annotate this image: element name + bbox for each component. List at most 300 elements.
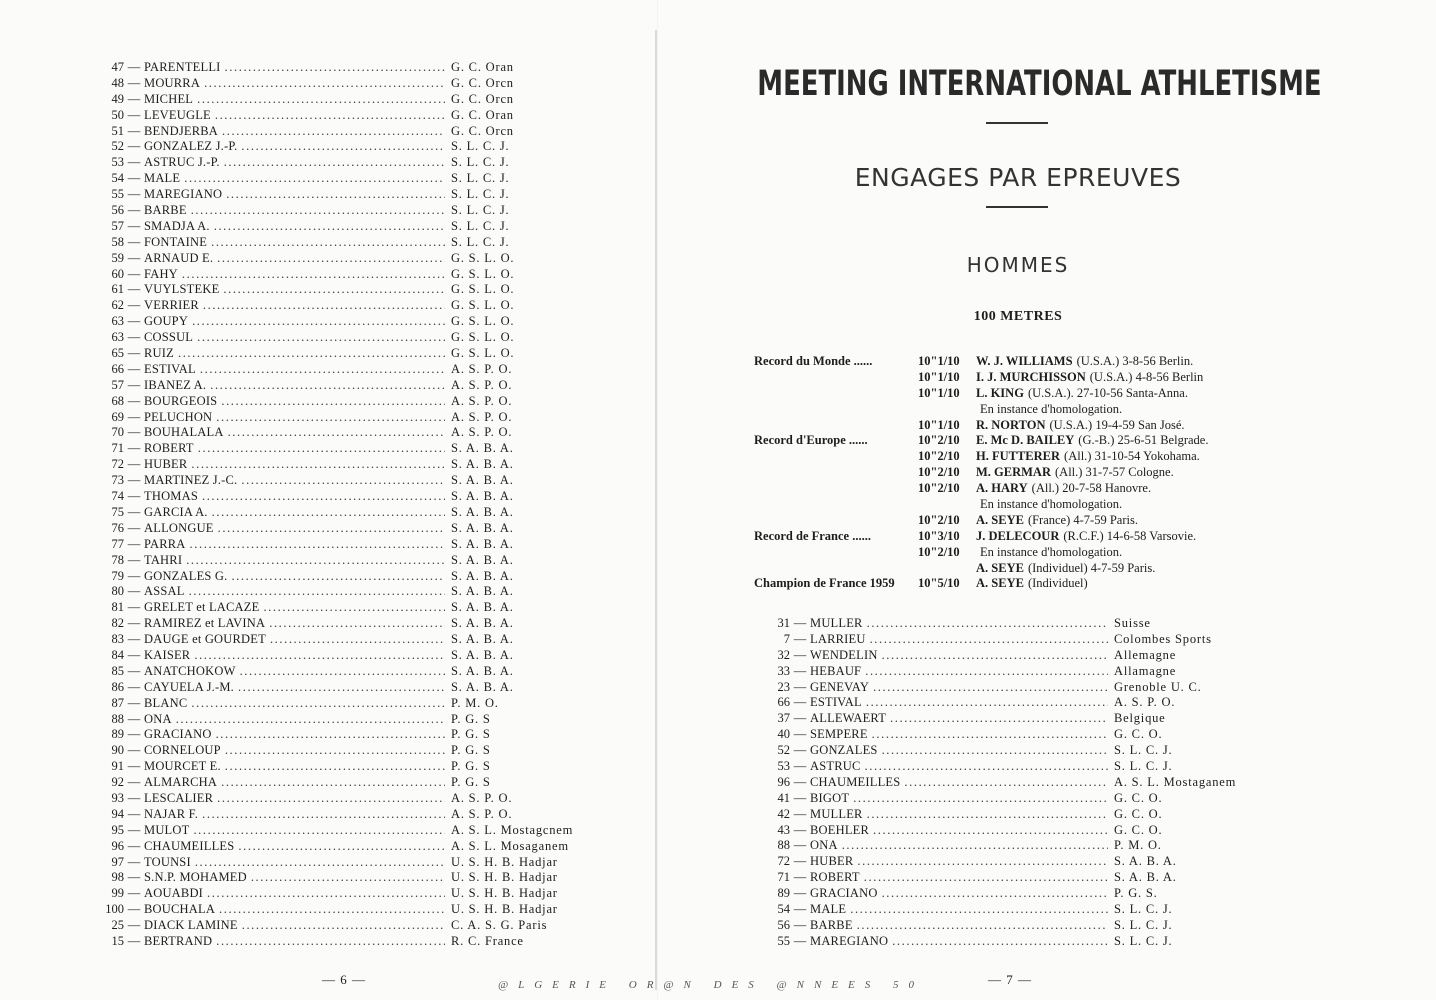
entry-club: S. L. C. J.	[451, 218, 510, 233]
entry-club: S. L. C. J.	[451, 234, 510, 249]
entry-name: BLANC	[144, 695, 188, 710]
entry-row	[96, 219, 566, 235]
record-time: 10"1/10	[918, 417, 960, 432]
dot-leader	[192, 314, 445, 330]
entry-club: A. S. P. O.	[451, 409, 513, 424]
entry-club: A. S. P. O.	[451, 377, 513, 392]
entry-name: MALE	[144, 171, 181, 186]
dot-leader	[228, 425, 445, 441]
entry-name-block	[810, 743, 1114, 759]
entry-number: 65	[111, 346, 124, 361]
left-entry-list	[96, 60, 574, 950]
entry-name-block	[144, 425, 451, 441]
entry-row	[96, 425, 566, 441]
title-rule	[986, 122, 1048, 124]
entry-name-block	[810, 838, 1114, 854]
dot-leader	[191, 203, 445, 219]
dot-leader	[857, 918, 1108, 934]
entry-name-block	[144, 155, 451, 171]
entry-name-block	[144, 219, 451, 235]
entry-row	[96, 171, 566, 187]
entry-name-block	[144, 648, 451, 664]
entry-row	[766, 838, 1226, 854]
entry-dash: —	[793, 759, 807, 774]
entry-row	[766, 711, 1226, 727]
entry-club: C. A. S. G. Paris	[451, 918, 548, 933]
entry-club: S. L. C. J.	[451, 139, 510, 154]
entry-row	[96, 60, 566, 76]
entry-club: S. L. C. J.	[451, 155, 510, 170]
entry-row	[96, 855, 566, 871]
entry-number: 54	[111, 171, 124, 186]
entry-name-block	[810, 695, 1114, 711]
entry-dash: —	[127, 711, 141, 726]
record-row	[754, 561, 1234, 577]
entry-row	[96, 807, 566, 823]
entry-name: HEBAUF	[810, 663, 862, 678]
entry-row	[96, 441, 566, 457]
entry-number: 96	[111, 838, 124, 853]
entry-row	[766, 680, 1226, 696]
entry-dash: —	[127, 902, 141, 917]
dot-leader	[216, 934, 445, 950]
entry-name: ONA	[144, 711, 172, 726]
entry-dash: —	[127, 218, 141, 233]
entry-club: G. C. O.	[1114, 822, 1163, 837]
record-row	[754, 576, 1234, 592]
entry-row	[96, 92, 566, 108]
record-time: 10"2/10	[918, 433, 960, 448]
entry-club: S. L. C. J.	[1114, 759, 1173, 774]
entry-club: S. A. B. A.	[451, 663, 514, 678]
entry-row	[96, 282, 566, 298]
entry-name-block	[144, 314, 451, 330]
entry-dash: —	[127, 473, 141, 488]
entry-name: BENDJERBA	[144, 123, 219, 138]
entry-row	[96, 203, 566, 219]
entry-number: 31	[777, 616, 790, 630]
entry-dash: —	[793, 854, 807, 869]
entry-name-block	[144, 632, 451, 648]
entry-name: LARRIEU	[810, 631, 866, 646]
entry-dash: —	[127, 266, 141, 281]
record-category	[754, 561, 918, 577]
dot-leader	[873, 680, 1108, 696]
record-holder: I. J. MURCHISSON	[976, 369, 1086, 384]
entry-dash: —	[793, 743, 807, 758]
dot-leader	[251, 870, 445, 886]
entry-number: 78	[111, 552, 124, 567]
entry-row	[766, 695, 1226, 711]
dot-leader	[270, 632, 445, 648]
entry-number: 97	[111, 854, 124, 869]
entry-name: HUBER	[810, 854, 854, 869]
entry-dash: —	[127, 806, 141, 821]
entry-name-block	[810, 902, 1114, 918]
entry-number: 76	[111, 520, 124, 535]
entry-name: FAHY	[144, 266, 178, 281]
entry-name-block	[144, 60, 451, 76]
entry-name-block	[810, 918, 1114, 934]
entry-name: BIGOT	[810, 790, 850, 805]
record-holder: J. DELECOUR	[976, 528, 1060, 543]
entry-club: S. A. B. A.	[451, 616, 514, 631]
dot-leader	[892, 934, 1108, 950]
entry-club: R. C. France	[451, 933, 524, 948]
dot-leader	[242, 918, 445, 934]
dot-leader	[890, 711, 1108, 727]
entry-name: VUYLSTEKE	[144, 282, 220, 297]
entry-name-block	[144, 537, 451, 553]
entry-number: 100	[105, 902, 124, 917]
entry-row	[96, 124, 566, 140]
dot-leader	[221, 775, 445, 791]
entry-name: GOUPY	[144, 314, 189, 329]
entry-row	[96, 870, 566, 886]
entry-club: S. L. C. J.	[451, 187, 510, 202]
entry-name-block	[144, 282, 451, 298]
entry-dash: —	[127, 759, 141, 774]
entry-name-block	[144, 727, 451, 743]
dot-leader	[866, 695, 1108, 711]
record-category	[754, 465, 918, 481]
dot-leader	[263, 600, 445, 616]
record-row	[754, 481, 1234, 497]
entry-row	[96, 235, 566, 251]
entry-club: S. A. B. A.	[451, 441, 514, 456]
record-category	[754, 497, 918, 513]
record-detail: (All.) 31-7-57 Cologne.	[1055, 465, 1174, 480]
entry-number: 55	[111, 187, 124, 202]
entry-dash: —	[793, 838, 807, 853]
record-holder: E. Mc D. BAILEY	[976, 433, 1075, 448]
entry-name-block	[144, 918, 451, 934]
entry-dash: —	[127, 632, 141, 647]
footer-watermark: @LGERIE OR@N DES @NNEES 50	[498, 979, 925, 991]
subtitle: ENGAGES PAR EPREUVES	[854, 163, 1182, 192]
entry-club: S. A. B. A.	[451, 536, 514, 551]
entry-name-block	[144, 394, 451, 410]
record-holder: W. J. WILLIAMS	[976, 354, 1073, 368]
record-row	[754, 433, 1234, 449]
entry-row	[766, 807, 1226, 823]
entry-club: S. A. B. A.	[451, 473, 514, 488]
dot-leader	[857, 854, 1108, 870]
page-number-right: — 7 —	[988, 972, 1032, 987]
entry-name: MULOT	[144, 822, 190, 837]
entry-name: MULLER	[810, 806, 863, 821]
record-category	[754, 370, 918, 386]
entry-name: ALMARCHA	[144, 775, 218, 790]
page-gutter	[655, 30, 657, 990]
entry-dash: —	[127, 504, 141, 519]
entry-row	[96, 902, 566, 918]
dot-leader	[882, 648, 1108, 664]
entry-number: 58	[111, 234, 124, 249]
entry-number: 25	[111, 918, 124, 933]
entry-name: GONZALES	[810, 743, 878, 758]
entry-number: 75	[111, 504, 124, 519]
dot-leader	[210, 378, 445, 394]
entry-name: PARRA	[144, 536, 186, 551]
record-row	[754, 465, 1234, 481]
entry-club: G. C. Orcn	[451, 123, 514, 138]
entry-row	[96, 505, 566, 521]
entry-name: CAYUELA J.-M.	[144, 679, 234, 694]
entry-number: 74	[111, 489, 124, 504]
entry-dash: —	[127, 139, 141, 154]
entry-number: 52	[111, 139, 124, 154]
entry-name: IBANEZ A.	[144, 377, 207, 392]
entry-club: Grenoble U. C.	[1114, 679, 1202, 694]
entry-name: GENEVAY	[810, 679, 870, 694]
entry-club: S. L. C. J.	[1114, 917, 1173, 932]
entry-number: 53	[777, 759, 790, 774]
entry-dash: —	[127, 330, 141, 345]
entry-dash: —	[127, 520, 141, 535]
dot-leader	[215, 108, 445, 124]
entry-name-block	[144, 934, 451, 950]
entry-name-block	[144, 743, 451, 759]
entry-club: U. S. H. B. Hadjar	[451, 902, 558, 917]
record-detail: (R.C.F.) 14-6-58 Varsovie.	[1063, 528, 1197, 543]
entry-club: A. S. P. O.	[1114, 695, 1176, 710]
entry-name-block	[144, 664, 451, 680]
entry-name-block	[144, 759, 451, 775]
dot-leader	[865, 664, 1108, 680]
record-detail: En instance d'homologation.	[980, 544, 1123, 559]
entry-dash: —	[127, 107, 141, 122]
entry-club: A. S. L. Mosaganem	[451, 838, 569, 853]
entry-club: G. S. L. O.	[451, 282, 515, 297]
entry-club: S. A. B. A.	[451, 520, 514, 535]
entry-name-block	[144, 441, 451, 457]
entry-name: GONZALEZ J.-P.	[144, 139, 238, 154]
entry-name-block	[144, 870, 451, 886]
entry-club: Suisse	[1114, 616, 1151, 630]
entry-number: 79	[111, 568, 124, 583]
entry-name-block	[144, 886, 451, 902]
entry-name-block	[144, 521, 451, 537]
entry-number: 49	[111, 91, 124, 106]
dot-leader	[904, 775, 1108, 791]
dot-leader	[882, 886, 1108, 902]
entry-name: ONA	[810, 838, 838, 853]
entry-number: 70	[111, 425, 124, 440]
dot-leader	[197, 92, 445, 108]
entry-name-block	[144, 267, 451, 283]
entry-number: 52	[777, 743, 790, 758]
entry-number: 84	[111, 647, 124, 662]
entry-row	[96, 680, 566, 696]
entry-dash: —	[127, 918, 141, 933]
dot-leader	[207, 886, 445, 902]
entry-name: CHAUMEILLES	[810, 774, 901, 789]
entry-name-block	[144, 410, 451, 426]
entry-name: RAMIREZ et LAVINA	[144, 616, 266, 631]
record-detail: (All.) 31-10-54 Yokohama.	[1064, 449, 1200, 464]
entry-name: TOUNSI	[144, 854, 191, 869]
dot-leader	[216, 727, 445, 743]
entry-name: RUIZ	[144, 346, 174, 361]
dot-leader	[865, 759, 1108, 775]
entry-club: Colombes Sports	[1114, 631, 1212, 646]
entry-number: 63	[111, 314, 124, 329]
record-row	[754, 513, 1234, 529]
entry-dash: —	[793, 727, 807, 742]
entry-club: P. G. S	[451, 775, 491, 790]
entry-name-block	[810, 886, 1114, 902]
entry-name-block	[144, 680, 451, 696]
entry-club: A. S. P. O.	[451, 393, 513, 408]
entry-row	[766, 632, 1226, 648]
entry-number: 86	[111, 679, 124, 694]
entry-number: 82	[111, 616, 124, 631]
entry-number: 89	[111, 727, 124, 742]
entry-club: Belgique	[1114, 711, 1166, 726]
entry-club: P. M. O.	[1114, 838, 1162, 853]
entry-dash: —	[127, 647, 141, 662]
dot-leader	[218, 521, 445, 537]
entry-row	[96, 696, 566, 712]
entry-number: 90	[111, 743, 124, 758]
entry-name: BOURGEOIS	[144, 393, 218, 408]
entry-club: S. A. B. A.	[451, 647, 514, 662]
entry-name: LEVEUGLE	[144, 107, 211, 122]
record-category	[754, 386, 918, 402]
record-holder: A. SEYE	[976, 576, 1024, 591]
entry-number: 42	[777, 806, 790, 821]
entry-row	[96, 410, 566, 426]
entry-dash: —	[127, 663, 141, 678]
entry-name: MOURCET E.	[144, 759, 221, 774]
dot-leader	[195, 855, 445, 871]
entry-dash: —	[127, 234, 141, 249]
entry-number: 83	[111, 632, 124, 647]
entry-number: 32	[777, 647, 790, 662]
entry-name-block	[810, 616, 1114, 632]
right-entry-list	[766, 616, 1237, 950]
entry-number: 85	[111, 663, 124, 678]
record-time: 10"2/10	[918, 465, 960, 480]
entry-name: MICHEL	[144, 91, 194, 106]
record-holder: M. GERMAR	[976, 465, 1051, 480]
record-detail: (G.-B.) 25-6-51 Belgrade.	[1078, 433, 1209, 448]
entry-name: SEMPERE	[810, 727, 868, 742]
entry-name: MAREGIANO	[810, 933, 889, 948]
entry-dash: —	[127, 743, 141, 758]
entry-name-block	[144, 584, 451, 600]
entry-name: WENDELIN	[810, 647, 878, 662]
entry-name-block	[144, 251, 451, 267]
entry-number: 47	[111, 60, 124, 74]
dot-leader	[190, 537, 445, 553]
entry-row	[766, 854, 1226, 870]
entry-number: 88	[111, 711, 124, 726]
entry-number: 15	[111, 933, 124, 948]
entry-name: ALLONGUE	[144, 520, 214, 535]
entry-row	[96, 267, 566, 283]
entry-club: U. S. H. B. Hadjar	[451, 870, 558, 885]
record-row	[754, 386, 1234, 402]
entry-row	[96, 600, 566, 616]
entry-dash: —	[127, 838, 141, 853]
entry-row	[96, 346, 566, 362]
entry-club: S. A. B. A.	[451, 568, 514, 583]
entry-row	[96, 838, 569, 855]
entry-club: G. C. O.	[1114, 790, 1163, 805]
entry-number: 77	[111, 536, 124, 551]
entry-club: S. A. B. A.	[451, 632, 514, 647]
entry-name: BOEHLER	[810, 822, 870, 837]
entry-row	[766, 870, 1226, 886]
entry-dash: —	[127, 377, 141, 392]
entry-name-block	[810, 775, 1114, 791]
entry-dash: —	[127, 187, 141, 202]
entry-name: ASSAL	[144, 584, 185, 599]
section-title: HOMMES	[966, 253, 1070, 277]
entry-dash: —	[127, 282, 141, 297]
dot-leader	[269, 616, 445, 632]
entry-club: G. S. L. O.	[451, 330, 515, 345]
entry-club: P. G. S	[451, 727, 491, 742]
entry-row	[96, 362, 566, 378]
entry-row	[96, 918, 566, 934]
entry-number: 80	[111, 584, 124, 599]
entry-name: GONZALES G.	[144, 568, 228, 583]
entry-club: S. L. C. J.	[451, 203, 510, 218]
entry-dash: —	[793, 902, 807, 917]
entry-club: U. S. H. B. Hadjar	[451, 854, 558, 869]
record-holder: A. HARY	[976, 481, 1028, 496]
entry-row	[96, 139, 566, 155]
entry-dash: —	[127, 361, 141, 376]
entry-row	[96, 584, 566, 600]
entry-number: 50	[111, 107, 124, 122]
entry-name-block	[144, 346, 451, 362]
entry-dash: —	[127, 886, 141, 901]
entry-name: DIACK LAMINE	[144, 918, 238, 933]
entry-dash: —	[127, 457, 141, 472]
entry-number: 92	[111, 775, 124, 790]
entry-number: 57	[111, 377, 124, 392]
entry-name: ASTRUC J.-P.	[144, 155, 220, 170]
entry-club: S. A. B. A.	[451, 600, 514, 615]
record-category	[754, 449, 918, 465]
record-time: 10"3/10	[918, 528, 960, 543]
entry-name: GARCIA A.	[144, 504, 208, 519]
entry-name: ESTIVAL	[810, 695, 862, 710]
dot-leader	[238, 839, 445, 855]
entry-row	[96, 822, 574, 839]
entry-club: G. S. L. O.	[451, 266, 515, 281]
entry-row	[96, 521, 566, 537]
entry-row	[766, 791, 1226, 807]
dot-leader	[238, 680, 445, 696]
entry-number: 56	[777, 917, 790, 932]
entry-club: G. S. L. O.	[451, 314, 515, 329]
entry-number: 71	[777, 870, 790, 885]
record-category	[754, 545, 918, 561]
entry-club: G. C. O.	[1114, 727, 1163, 742]
entry-number: 48	[111, 75, 124, 90]
event-title: 100 METRES	[973, 309, 1063, 324]
entry-dash: —	[127, 775, 141, 790]
entry-row	[96, 712, 566, 728]
entry-name-block	[144, 902, 451, 918]
entry-number: 94	[111, 806, 124, 821]
dot-leader	[211, 235, 445, 251]
